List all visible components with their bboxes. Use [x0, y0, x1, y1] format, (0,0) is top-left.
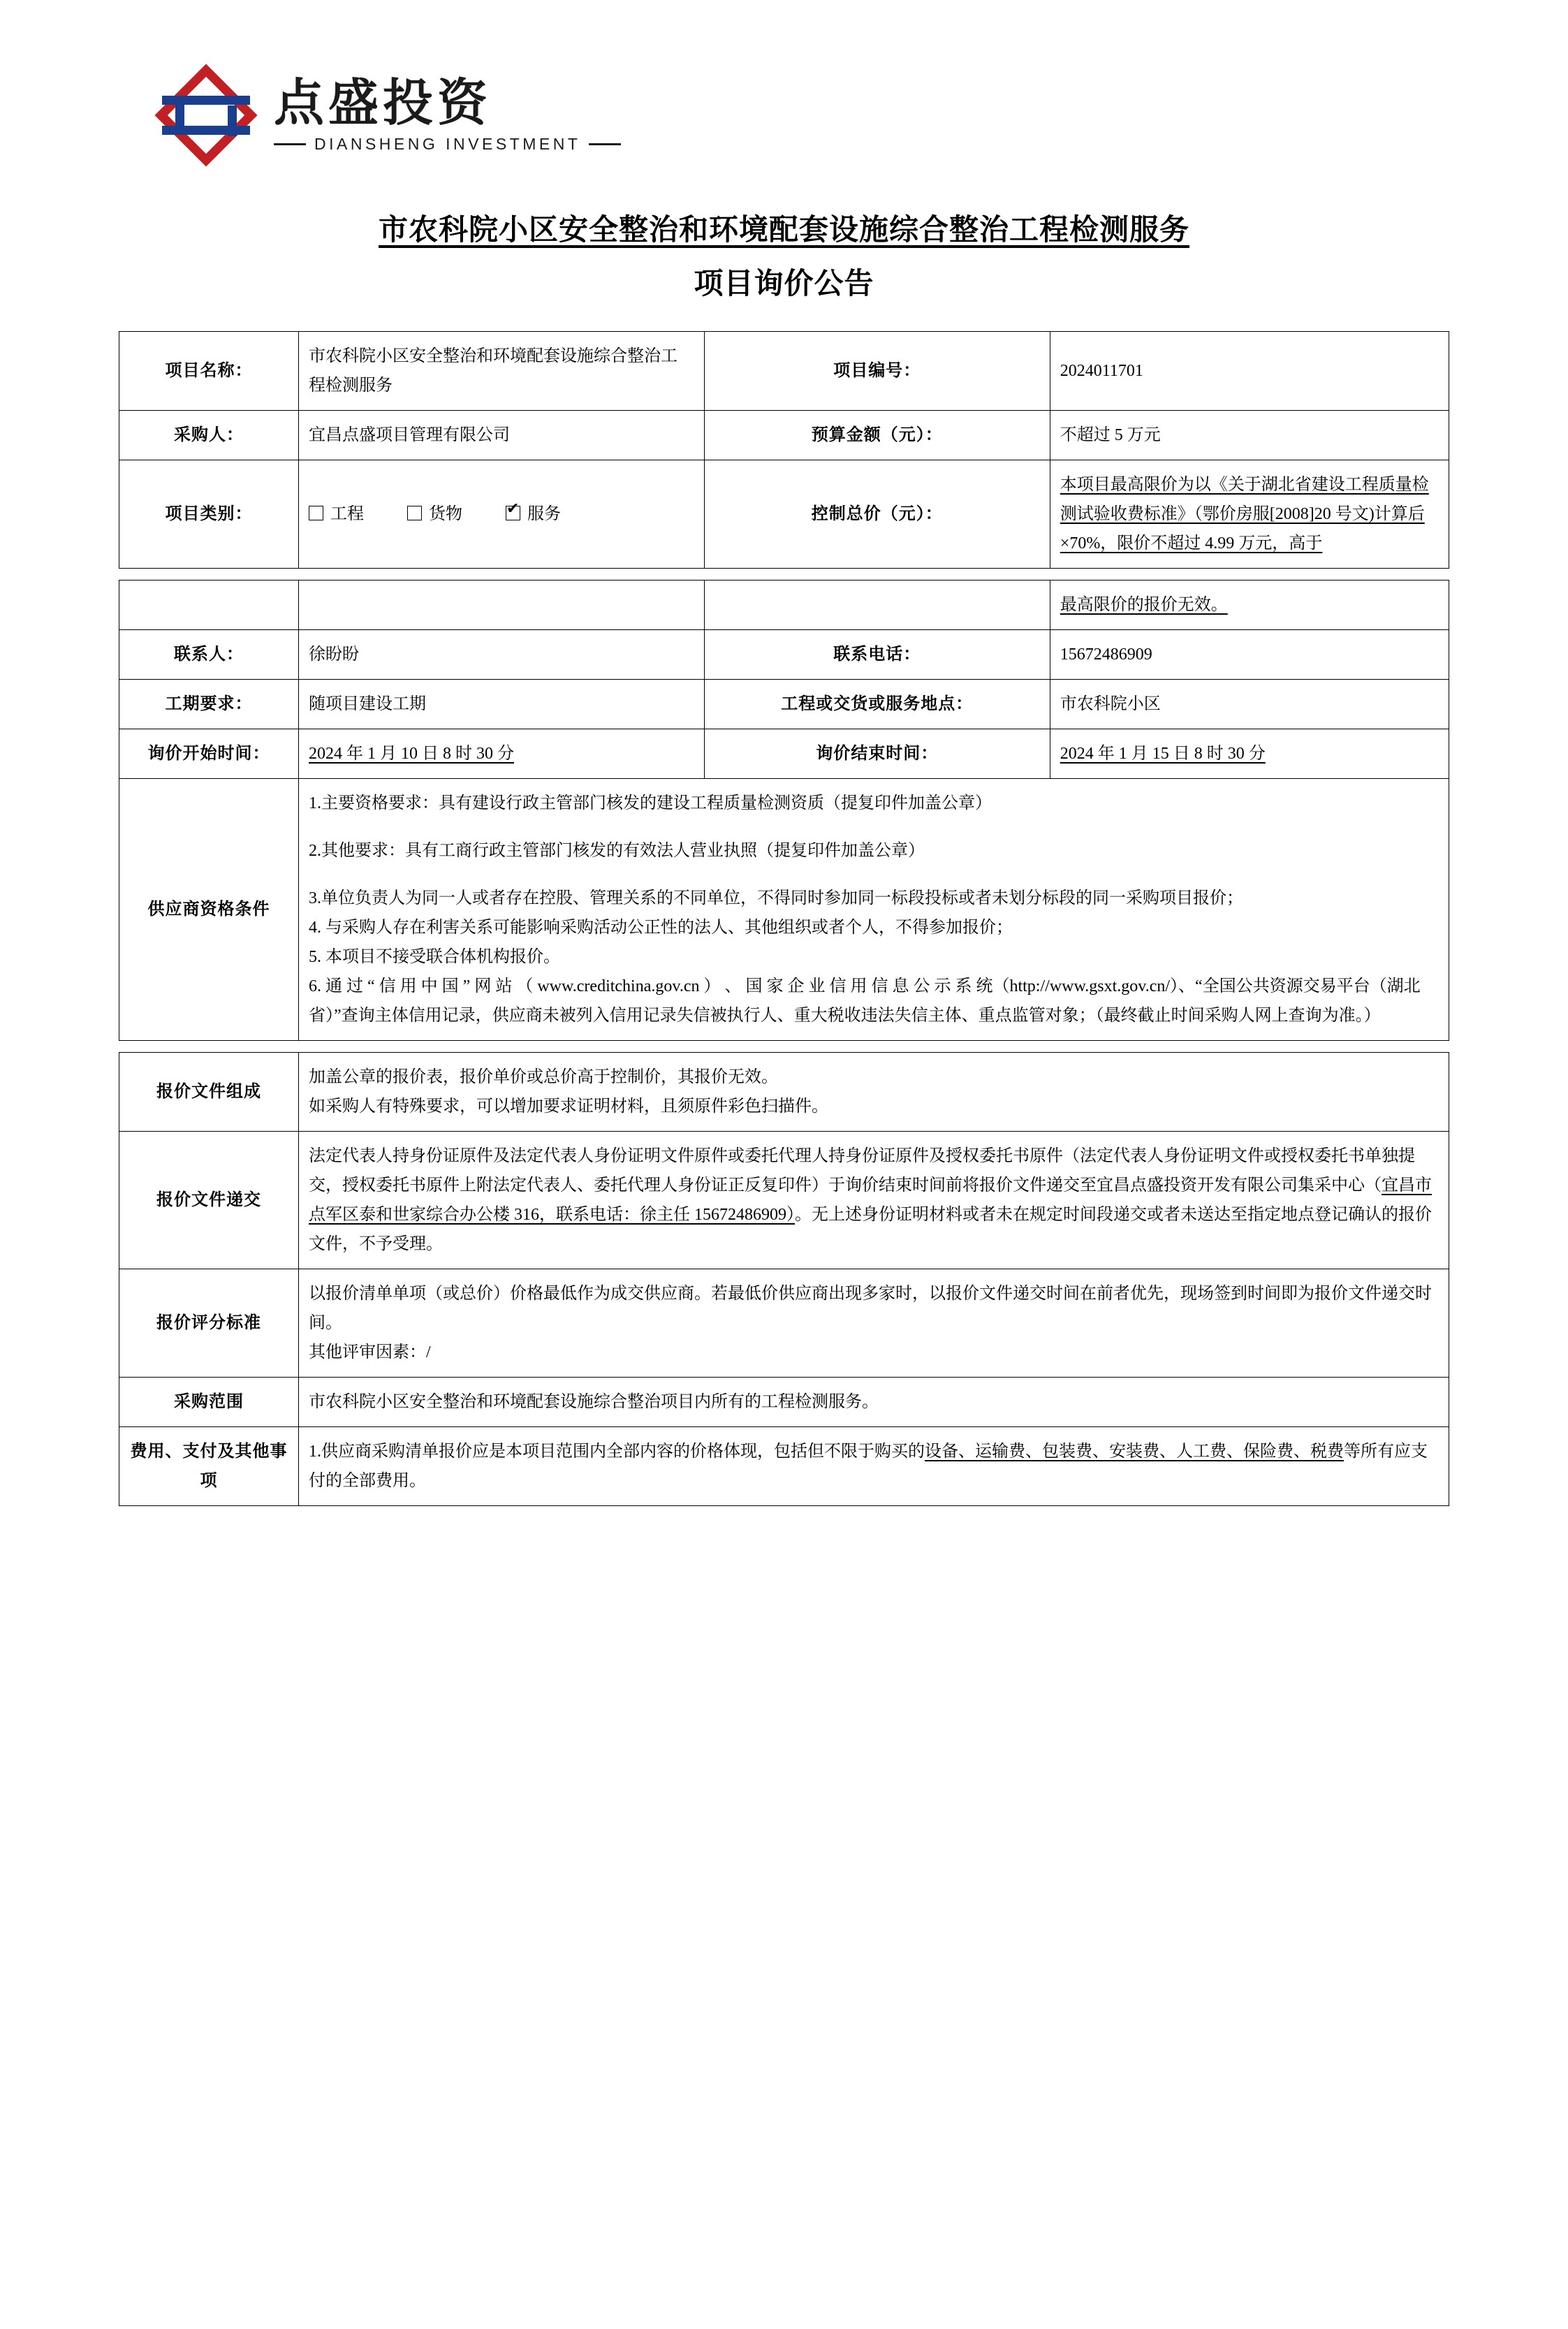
table-row [119, 1269, 1449, 1378]
category-option-goods[interactable] [407, 499, 462, 529]
empty-cell [299, 581, 705, 630]
table-row [119, 411, 1449, 460]
procurement-scope-label: 采购范围 [119, 1378, 299, 1427]
table-row [119, 1427, 1449, 1506]
bid-composition-line-1: 加盖公章的报价表，报价单价或总价高于控制价，其报价无效。 [309, 1068, 779, 1087]
start-time-label: 询价开始时间： [119, 729, 299, 779]
project-number-value: 2024011701 [1050, 332, 1449, 411]
empty-cell [119, 581, 299, 630]
project-info-table [119, 331, 1449, 569]
qualification-item-1: 1.主要资格要求：具有建设行政主管部门核发的建设工程质量检测资质（提复印件加盖公章） [309, 794, 992, 813]
procurement-scope-content: 市农科院小区安全整治和环境配套设施综合整治项目内所有的工程检测服务。 [299, 1378, 1449, 1427]
category-option-engineering[interactable] [309, 499, 364, 529]
table-row [119, 581, 1449, 630]
purchaser-label: 采购人： [119, 411, 299, 460]
end-time-value: 2024 年 1 月 15 日 8 时 30 分 [1050, 729, 1449, 779]
qualification-item-5: 5. 本项目不接受联合体机构报价。 [309, 948, 561, 967]
qualification-item-6: 6. 通 过 “ 信 用 中 国 ” 网 站 （ www.creditchina.gov.cn ） 、 国 家 企 业 信 用 信 息 公 示 系 统（http://www.gsxt.gov.cn/）、“全国公共资源交易平台（湖北省）”查询主体信用记录，供应商未被列入信用记录失信被执行人、重大税收违法失信主体、重点监管对象；（最终截止时间采购人网上查询为准。） [309, 977, 1421, 1025]
table-row [119, 680, 1449, 729]
bid-submission-part-1: 法定代表人持身份证原件及法定代表人身份证明文件原件或委托代理人持身份证原件及授权委托书原件（法定代表人身份证明文件或授权委托书单独提交，授权委托书原件上附法定代表人、委托代理人身份证正反复印件）于询价结束时间前将报价文件递交至宜昌点盛投资开发有限公司集采中心（ [309, 1147, 1416, 1195]
control-price-value-continued: 最高限价的报价无效。 [1050, 581, 1449, 630]
page-title-line2: 项目询价公告 [694, 268, 874, 301]
qualification-item-3: 3.单位负责人为同一人或者存在控股、管理关系的不同单位，不得同时参加同一标段投标或者未划分标段的同一采购项目报价； [309, 889, 1244, 908]
empty-cell [704, 581, 1050, 630]
logo-emblem-icon [154, 63, 258, 168]
category-option-label: 货物 [429, 505, 463, 524]
table-row [119, 1378, 1449, 1427]
company-logo [154, 63, 1449, 168]
checkbox-icon[interactable] [309, 506, 323, 520]
project-name-value: 市农科院小区安全整治和环境配套设施综合整治工程检测服务 [299, 332, 705, 411]
bid-submission-part-2: 宜昌市点军区泰和世家综合办公楼 316，联系电话：徐主任 15672486909） [309, 1176, 1433, 1225]
budget-label: 预算金额（元）： [704, 411, 1050, 460]
bid-submission-content [299, 1132, 1449, 1269]
logo-rule-left [274, 143, 306, 145]
scoring-standard-label: 报价评分标准 [119, 1269, 299, 1378]
category-option-label: 服务 [527, 505, 562, 524]
bid-composition-label: 报价文件组成 [119, 1053, 299, 1132]
fees-payment-part-3: 等所有应支付的全部费用。 [309, 1443, 1428, 1491]
project-category-options [299, 460, 705, 569]
logo-text [274, 73, 621, 154]
qualification-item-4: 4. 与采购人存在利害关系可能影响采购活动公正性的法人、其他组织或者个人，不得参加报价； [309, 919, 1013, 937]
fees-payment-part-2: 设备、运输费、包装费、安装费、人工费、保险费、税费 [925, 1443, 1344, 1461]
qualification-label: 供应商资格条件 [119, 779, 299, 1041]
qualification-item-2: 2.其他要求：具有工商行政主管部门核发的有效法人营业执照（提复印件加盖公章） [309, 842, 925, 861]
category-option-service[interactable] [506, 499, 561, 529]
scoring-standard-line-2: 其他评审因素：/ [309, 1343, 431, 1362]
table-row [119, 332, 1449, 411]
bid-submission-part-3: 。无上述身份证明材料或者未在规定时间段递交或者未送达至指定地点登记确认的报价文件，不予受理。 [309, 1206, 1433, 1254]
fees-payment-label: 费用、支付及其他事项 [119, 1427, 299, 1506]
control-price-value: 本项目最高限价为以《关于湖北省建设工程质量检测试验收费标准》（鄂价房服[2008]20 号文)计算后×70%，限价不超过 4.99 万元，高于 [1050, 460, 1449, 569]
duration-value: 随项目建设工期 [299, 680, 705, 729]
table-row [119, 460, 1449, 569]
bid-requirements-table [119, 1052, 1449, 1506]
bid-composition-line-2: 如采购人有特殊要求，可以增加要求证明材料，且须原件彩色扫描件。 [309, 1097, 829, 1116]
logo-chinese-name: 点盛投资 [274, 73, 492, 132]
scoring-standard-line-1: 以报价清单单项（或总价）价格最低作为成交供应商。若最低价供应商出现多家时，以报价文件递交时间在前者优先，现场签到时间即为报价文件递交时间。 [309, 1285, 1433, 1333]
fees-payment-content [299, 1427, 1449, 1506]
logo-rule-right [589, 143, 621, 145]
contact-person-label: 联系人： [119, 630, 299, 680]
table-row [119, 1053, 1449, 1132]
page-title-line1: 市农科院小区安全整治和环境配套设施综合整治工程检测服务 [378, 214, 1189, 247]
project-name-label: 项目名称： [119, 332, 299, 411]
contact-phone-value: 15672486909 [1050, 630, 1449, 680]
bid-submission-label: 报价文件递交 [119, 1132, 299, 1269]
scoring-standard-content [299, 1269, 1449, 1378]
table-row [119, 729, 1449, 779]
table-row [119, 779, 1449, 1041]
checkbox-checked-icon[interactable] [506, 506, 520, 520]
qualification-content [299, 779, 1449, 1041]
location-label: 工程或交货或服务地点： [704, 680, 1050, 729]
category-option-label: 工程 [330, 505, 365, 524]
location-value: 市农科院小区 [1050, 680, 1449, 729]
logo-english-name: DIANSHENG INVESTMENT [314, 135, 581, 154]
fees-payment-part-1: 1.供应商采购清单报价应是本项目范围内全部内容的价格体现，包括但不限于购买的 [309, 1443, 925, 1461]
bid-composition-content [299, 1053, 1449, 1132]
contact-and-qualification-table [119, 580, 1449, 1041]
project-number-label: 项目编号： [704, 332, 1050, 411]
budget-value: 不超过 5 万元 [1050, 411, 1449, 460]
table-row [119, 1132, 1449, 1269]
contact-person-value: 徐盼盼 [299, 630, 705, 680]
end-time-label: 询价结束时间： [704, 729, 1050, 779]
start-time-value: 2024 年 1 月 10 日 8 时 30 分 [299, 729, 705, 779]
purchaser-value: 宜昌点盛项目管理有限公司 [299, 411, 705, 460]
project-category-label: 项目类别： [119, 460, 299, 569]
duration-label: 工期要求： [119, 680, 299, 729]
control-price-label: 控制总价（元）： [704, 460, 1050, 569]
checkbox-icon[interactable] [407, 506, 422, 520]
contact-phone-label: 联系电话： [704, 630, 1050, 680]
page-title [119, 208, 1449, 307]
table-row [119, 630, 1449, 680]
